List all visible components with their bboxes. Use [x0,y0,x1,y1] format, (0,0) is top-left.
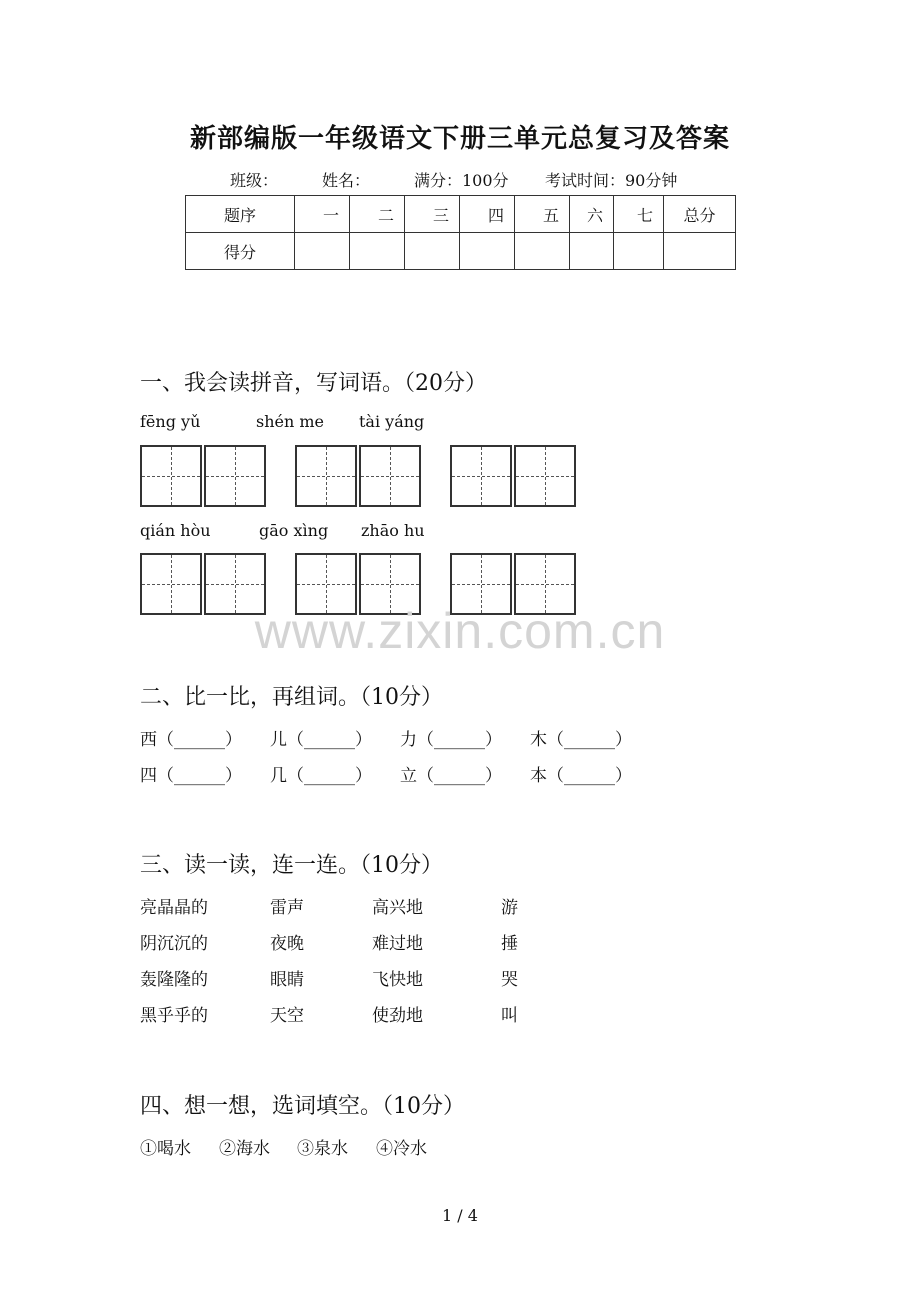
score-entry-cell[interactable] [295,233,350,270]
writing-grid-box[interactable] [450,445,512,507]
score-table-score-row [186,233,736,270]
section4-heading: 四、想一想，选词填空。（10分） [140,1094,465,1119]
section2-heading: 二、比一比，再组词。（10分） [140,685,443,710]
match-item-noun[interactable]: 眼睛 [270,970,304,990]
class-label: 班级： [230,171,279,190]
section3-heading: 三、读一读，连一连。（10分） [140,853,443,878]
writing-grid-box[interactable] [140,445,202,507]
score-table-header-row [186,196,736,233]
match-item-adjective[interactable]: 亮晶晶的 [140,898,208,918]
table-cell: 一 [295,196,350,233]
match-item-adverb[interactable]: 使劲地 [372,1006,423,1026]
score-entry-cell[interactable] [664,233,736,270]
table-cell: 七 [614,196,664,233]
word-option: ②海水 [219,1139,270,1159]
word-blank[interactable]: 四（______） [140,766,242,786]
table-cell: 得分 [186,233,295,270]
page-title: 新部编版一年级语文下册三单元总复习及答案 [189,124,730,154]
word-blank[interactable]: 木（______） [530,730,632,750]
table-cell: 总分 [664,196,736,233]
table-cell: 题序 [186,196,295,233]
match-item-adjective[interactable]: 轰隆隆的 [140,970,208,990]
match-item-noun[interactable]: 天空 [270,1006,304,1026]
exam-time-label: 考试时间：90分钟 [545,171,678,190]
table-cell: 三 [405,196,460,233]
word-option: ①喝水 [140,1139,191,1159]
word-blank[interactable]: 立（______） [400,766,502,786]
score-entry-cell[interactable] [460,233,515,270]
match-item-adverb[interactable]: 飞快地 [372,970,423,990]
match-item-adverb[interactable]: 高兴地 [372,898,423,918]
score-entry-cell[interactable] [350,233,405,270]
word-blank[interactable]: 几（______） [270,766,372,786]
word-blank[interactable]: 本（______） [530,766,632,786]
word-option: ④冷水 [376,1139,427,1159]
score-table [185,195,736,270]
word-blank[interactable]: 西（______） [140,730,242,750]
match-item-adjective[interactable]: 阴沉沉的 [140,934,208,954]
table-cell: 六 [570,196,614,233]
match-item-adverb[interactable]: 难过地 [372,934,423,954]
match-item-verb[interactable]: 哭 [501,970,518,990]
table-cell: 二 [350,196,405,233]
score-entry-cell[interactable] [570,233,614,270]
match-item-verb[interactable]: 叫 [501,1006,518,1026]
pinyin-label: qián hòu [140,521,211,540]
table-cell: 五 [515,196,570,233]
pinyin-label: shén me [256,412,325,431]
word-blank[interactable]: 力（______） [400,730,502,750]
match-item-verb[interactable]: 捶 [501,934,518,954]
score-entry-cell[interactable] [515,233,570,270]
writing-grid-box[interactable] [514,445,576,507]
page-number: 1 / 4 [442,1206,478,1225]
match-item-noun[interactable]: 夜晚 [270,934,304,954]
table-cell: 四 [460,196,515,233]
name-label: 姓名： [322,171,371,190]
match-item-noun[interactable]: 雷声 [270,898,304,918]
section1-heading: 一、我会读拼音，写词语。（20分） [140,371,487,396]
writing-grid-box[interactable] [204,445,266,507]
writing-grid-box[interactable] [295,445,357,507]
pinyin-label: zhāo hu [361,521,425,540]
pinyin-label: gāo xìng [259,521,329,540]
pinyin-label: fēng yǔ [140,412,201,431]
score-entry-cell[interactable] [405,233,460,270]
full-score-label: 满分：100分 [414,171,509,190]
match-item-verb[interactable]: 游 [501,898,518,918]
watermark: www.zixin.com.cn [254,603,666,659]
score-entry-cell[interactable] [614,233,664,270]
word-blank[interactable]: 儿（______） [270,730,372,750]
pinyin-label: tài yáng [359,412,425,431]
writing-grid-box[interactable] [359,445,421,507]
match-item-adjective[interactable]: 黑乎乎的 [140,1006,208,1026]
word-option: ③泉水 [297,1139,348,1159]
